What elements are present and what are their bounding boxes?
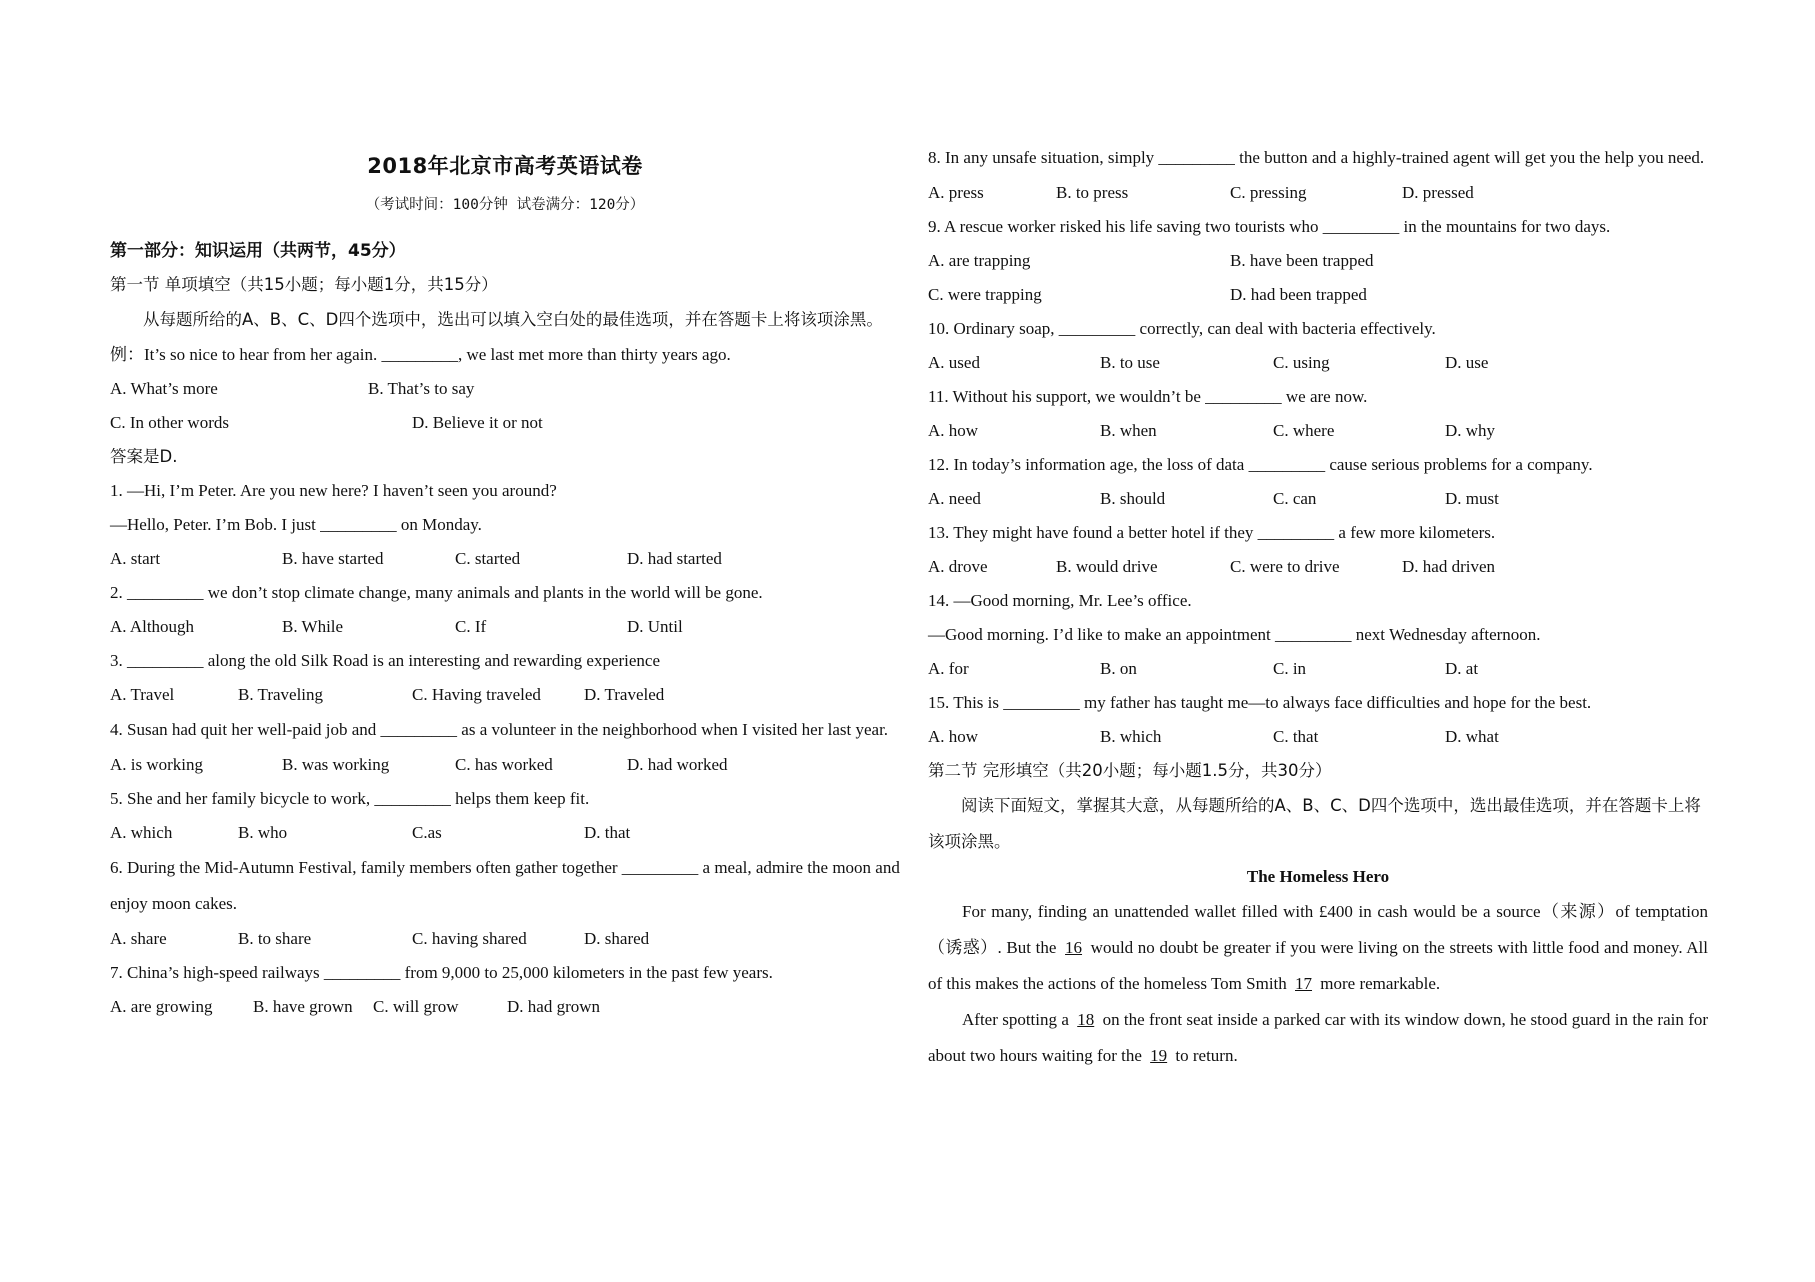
left-column xyxy=(110,148,900,1024)
option-c: C. Having traveled xyxy=(412,685,541,704)
question-2-stem: 2. _________ we don’t stop climate change, many animals and plants in the world will be gone. xyxy=(110,583,763,602)
option-d: D. had started xyxy=(627,549,722,568)
option-a: A. drove xyxy=(928,557,988,576)
option-d: D. had grown xyxy=(507,997,601,1016)
option-c: C. were trapping xyxy=(928,285,1042,304)
option-d: D. at xyxy=(1445,659,1479,678)
option-c: C. using xyxy=(1273,353,1330,372)
option-a: A. for xyxy=(928,659,969,678)
question-14-stem: 14. —Good morning, Mr. Lee’s office. xyxy=(928,591,1192,610)
option-c: C. where xyxy=(1273,421,1335,440)
option-a: A. how xyxy=(928,421,979,440)
option-c: C. started xyxy=(455,549,521,568)
option-c: C. will grow xyxy=(373,997,459,1016)
section2-heading: 第二节 完形填空（共20小题；每小题1.5分，共30分） xyxy=(928,761,1332,780)
p1-text-a: For many, finding an unattended wallet filled with £400 in cash would be a source（来源）of temptation（诱惑）. But the xyxy=(928,902,1708,957)
option-b: B. to press xyxy=(1056,183,1129,202)
question-1-stem-2: —Hello, Peter. I’m Bob. I just _________ on Monday. xyxy=(110,515,482,534)
option-b: B. when xyxy=(1100,421,1157,440)
option-b: B. to share xyxy=(238,929,312,948)
option-c: C. having shared xyxy=(412,929,527,948)
blank-17: 17 xyxy=(1295,974,1313,993)
option-b: B. on xyxy=(1100,659,1137,678)
question-11-options xyxy=(928,414,1708,448)
part1-heading: 第一部分：知识运用（共两节，45分） xyxy=(110,241,406,261)
question-6-options xyxy=(110,922,900,956)
option-c: C. pressing xyxy=(1230,183,1307,202)
article-title: The Homeless Hero xyxy=(1246,867,1390,886)
option-a: A. how xyxy=(928,727,979,746)
section1-instruction: 从每题所给的A、B、C、D四个选项中，选出可以填入空白处的最佳选项，并在答题卡上将该项涂黑。 xyxy=(143,310,883,329)
question-7-options xyxy=(110,990,900,1024)
option-c: C. in xyxy=(1273,659,1307,678)
exam-title: 2018年北京市高考英语试卷 xyxy=(367,154,643,178)
option-b: B. have grown xyxy=(253,997,353,1016)
question-9-stem: 9. A rescue worker risked his life saving two tourists who _________ in the mountains for two days. xyxy=(928,217,1611,236)
option-c: C.as xyxy=(412,823,442,842)
option-d: D. had worked xyxy=(627,755,728,774)
question-1-options xyxy=(110,542,900,576)
option-b: B. have started xyxy=(282,549,384,568)
option-c: C. were to drive xyxy=(1230,557,1340,576)
option-a: A. are trapping xyxy=(928,251,1031,270)
question-13-stem: 13. They might have found a better hotel if they _________ a few more kilometers. xyxy=(928,523,1496,542)
option-d: D. shared xyxy=(584,929,650,948)
question-5-options xyxy=(110,816,900,850)
option-a: A. start xyxy=(110,549,161,568)
option-c: C. In other words xyxy=(110,413,229,432)
question-8-options xyxy=(928,176,1708,210)
question-14-options xyxy=(928,652,1708,686)
question-4-stem: 4. Susan had quit her well-paid job and _________ as a volunteer in the neighborhood when I visited her last year. xyxy=(110,720,889,739)
question-9-options-row2 xyxy=(928,278,1708,312)
option-d: D. Until xyxy=(627,617,683,636)
exam-subtitle: （考试时间：100分钟 试卷满分：120分） xyxy=(365,197,645,213)
option-c: C. that xyxy=(1273,727,1319,746)
option-a: A. Although xyxy=(110,617,195,636)
question-10-stem: 10. Ordinary soap, _________ correctly, can deal with bacteria effectively. xyxy=(928,319,1436,338)
example-options-row2 xyxy=(110,406,900,440)
option-a: A. used xyxy=(928,353,980,372)
question-1-stem: 1. —Hi, I’m Peter. Are you new here? I haven’t seen you around? xyxy=(110,481,557,500)
section1-heading: 第一节 单项填空（共15小题；每小题1分，共15分） xyxy=(110,275,498,294)
option-d: D. Traveled xyxy=(584,685,665,704)
question-15-stem: 15. This is _________ my father has taught me—to always face difficulties and hope for the best. xyxy=(928,693,1592,712)
option-d: D. pressed xyxy=(1402,183,1474,202)
option-c: C. can xyxy=(1273,489,1317,508)
question-8-stem: 8. In any unsafe situation, simply _________ the button and a highly-trained agent will get you the help you need. xyxy=(928,148,1705,167)
option-a: A. What’s more xyxy=(110,379,218,398)
option-b: B. was working xyxy=(282,755,390,774)
example-answer: 答案是D. xyxy=(110,447,178,466)
option-d: D. had driven xyxy=(1402,557,1496,576)
option-a: A. share xyxy=(110,929,167,948)
article-paragraph-2 xyxy=(928,1002,1708,1074)
option-c: C. If xyxy=(455,617,487,636)
option-b: B. have been trapped xyxy=(1230,251,1374,270)
option-a: A. is working xyxy=(110,755,204,774)
blank-16: 16 xyxy=(1065,938,1083,957)
option-d: D. must xyxy=(1445,489,1499,508)
option-d: D. Believe it or not xyxy=(412,413,543,432)
option-b: B. would drive xyxy=(1056,557,1158,576)
question-2-options xyxy=(110,610,900,644)
option-a: A. are growing xyxy=(110,997,213,1016)
option-a: A. Travel xyxy=(110,685,175,704)
p2-text-b: on the front seat inside a parked car with its window down, he stood guard in the rain for about two hours waiting for the xyxy=(928,1010,1709,1065)
option-d: D. use xyxy=(1445,353,1489,372)
question-13-options xyxy=(928,550,1708,584)
blank-19: 19 xyxy=(1150,1046,1168,1065)
example-options-row1 xyxy=(110,372,900,406)
option-a: A. press xyxy=(928,183,984,202)
option-b: B. While xyxy=(282,617,344,636)
question-12-options xyxy=(928,482,1708,516)
option-b: B. Traveling xyxy=(238,685,324,704)
question-5-stem: 5. She and her family bicycle to work, _________ helps them keep fit. xyxy=(110,789,590,808)
option-b: B. which xyxy=(1100,727,1162,746)
option-d: D. that xyxy=(584,823,631,842)
question-10-options xyxy=(928,346,1708,380)
option-b: B. who xyxy=(238,823,288,842)
option-b: B. to use xyxy=(1100,353,1160,372)
question-14-stem-2: —Good morning. I’d like to make an appointment _________ next Wednesday afternoon. xyxy=(928,625,1541,644)
p1-text-b: would no doubt be greater if you were living on the streets with little food and money. All of this makes the actions of the homeless Tom Smith xyxy=(928,938,1708,993)
p2-text-c: to return. xyxy=(1175,1046,1238,1065)
article-paragraph-1 xyxy=(928,894,1708,1002)
question-9-options-row1 xyxy=(928,244,1708,278)
question-12-stem: 12. In today’s information age, the loss of data _________ cause serious problems for a company. xyxy=(928,455,1593,474)
question-3-options xyxy=(110,678,900,712)
question-15-options xyxy=(928,720,1708,754)
option-a: A. need xyxy=(928,489,981,508)
option-b: B. That’s to say xyxy=(368,379,475,398)
right-column xyxy=(928,140,1708,1074)
option-c: C. has worked xyxy=(455,755,553,774)
example-stem: 例：It’s so nice to hear from her again. _________, we last met more than thirty years ago. xyxy=(110,345,731,364)
question-11-stem: 11. Without his support, we wouldn’t be _________ we are now. xyxy=(928,387,1368,406)
option-d: D. what xyxy=(1445,727,1499,746)
question-7-stem: 7. China’s high-speed railways _________ from 9,000 to 25,000 kilometers in the past few years. xyxy=(110,963,773,982)
option-a: A. which xyxy=(110,823,173,842)
blank-18: 18 xyxy=(1077,1010,1095,1029)
section2-instruction: 阅读下面短文，掌握其大意，从每题所给的A、B、C、D四个选项中，选出最佳选项，并在答题卡上将该项涂黑。 xyxy=(928,796,1701,851)
question-6-stem: 6. During the Mid-Autumn Festival, family members often gather together _________ a meal, admire the moon and enjoy moon cakes. xyxy=(110,858,900,913)
option-d: D. why xyxy=(1445,421,1496,440)
p1-text-c: more remarkable. xyxy=(1320,974,1441,993)
p2-text-a: After spotting a xyxy=(962,1010,1069,1029)
question-4-options xyxy=(110,748,900,782)
option-b: B. should xyxy=(1100,489,1166,508)
question-3-stem: 3. _________ along the old Silk Road is an interesting and rewarding experience xyxy=(110,651,661,670)
option-d: D. had been trapped xyxy=(1230,285,1367,304)
